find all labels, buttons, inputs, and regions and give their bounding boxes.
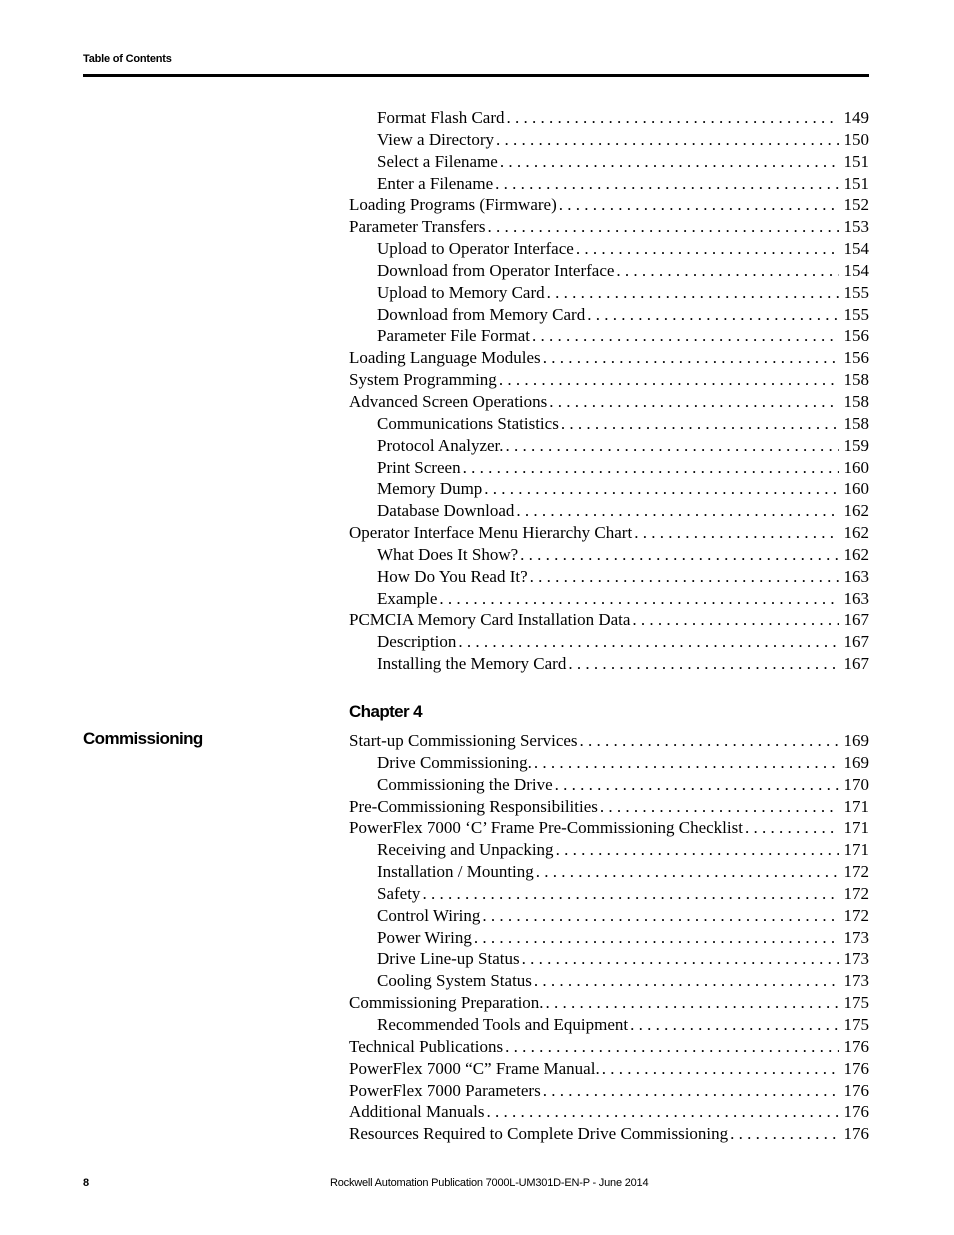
toc-entry[interactable]: [349, 238, 869, 260]
toc-entry-title: Technical Publications: [349, 1036, 504, 1056]
dot-leader: [568, 653, 839, 675]
toc-entry-title: Communications Statistics: [377, 413, 559, 433]
dot-leader: [506, 435, 839, 457]
toc-entry-page: 176: [843, 1124, 869, 1144]
toc-entry[interactable]: [349, 588, 869, 610]
dot-leader: [534, 970, 839, 992]
toc-entry-page: 171: [843, 796, 869, 816]
dot-leader: [543, 1080, 839, 1102]
chapter-title: Commissioning: [83, 729, 203, 748]
toc-entry[interactable]: [349, 1058, 869, 1080]
toc-entry-title: Upload to Operator Interface: [377, 239, 574, 259]
toc-entry-page: 172: [843, 905, 869, 925]
toc-entry[interactable]: [349, 107, 869, 129]
toc-entry-page: 173: [843, 949, 869, 969]
dot-leader: [616, 260, 839, 282]
toc-entry[interactable]: [349, 282, 869, 304]
dot-leader: [730, 1123, 839, 1145]
toc-entry[interactable]: [349, 817, 869, 839]
toc-entry-title: Loading Language Modules: [349, 348, 541, 368]
toc-entry-page: 158: [843, 391, 869, 411]
dot-leader: [496, 129, 839, 151]
toc-entry-page: 171: [843, 818, 869, 838]
toc-entry-title: Commissioning Preparation.: [349, 993, 544, 1013]
toc-entry-page: 151: [843, 173, 869, 193]
chapter-toc-list: [349, 730, 869, 1145]
toc-continued-list: [349, 107, 869, 675]
dot-leader: [499, 369, 839, 391]
toc-entry[interactable]: [349, 970, 869, 992]
toc-entry-title: Drive Line-up Status: [377, 949, 520, 969]
toc-entry[interactable]: [349, 631, 869, 653]
toc-entry-page: 155: [843, 282, 869, 302]
toc-entry-page: 163: [843, 566, 869, 586]
toc-entry-page: 176: [843, 1058, 869, 1078]
dot-leader: [547, 282, 839, 304]
toc-entry[interactable]: [349, 457, 869, 479]
toc-entry-page: 176: [843, 1036, 869, 1056]
toc-entry-page: 167: [843, 654, 869, 674]
toc-entry[interactable]: [349, 391, 869, 413]
dot-leader: [559, 194, 839, 216]
toc-entry[interactable]: [349, 194, 869, 216]
dot-leader: [439, 588, 839, 610]
toc-entry-page: 162: [843, 501, 869, 521]
toc-entry-page: 170: [843, 774, 869, 794]
dot-leader: [516, 500, 839, 522]
dot-leader: [555, 774, 839, 796]
toc-entry-title: Pre-Commissioning Responsibilities: [349, 796, 598, 816]
dot-leader: [745, 817, 839, 839]
dot-leader: [630, 1014, 839, 1036]
toc-entry[interactable]: [349, 1101, 869, 1123]
dot-leader: [556, 839, 839, 861]
toc-entry[interactable]: [349, 992, 869, 1014]
toc-entry-title: Protocol Analyzer.: [377, 435, 504, 455]
toc-entry-title: Additional Manuals: [349, 1102, 485, 1122]
toc-entry-title: Parameter File Format: [377, 326, 530, 346]
toc-entry[interactable]: [349, 609, 869, 631]
toc-entry-page: 162: [843, 544, 869, 564]
dot-leader: [487, 1101, 839, 1123]
toc-entry-title: Receiving and Unpacking: [377, 840, 554, 860]
toc-entry-page: 169: [843, 731, 869, 750]
toc-entry[interactable]: [349, 752, 869, 774]
toc-entry-page: 158: [843, 413, 869, 433]
toc-entry[interactable]: [349, 566, 869, 588]
toc-entry-title: Safety: [377, 883, 421, 903]
toc-entry[interactable]: [349, 927, 869, 949]
dot-leader: [602, 1058, 839, 1080]
toc-entry-page: 163: [843, 588, 869, 608]
header-rule: [83, 74, 869, 77]
toc-entry-page: 172: [843, 883, 869, 903]
dot-leader: [484, 478, 839, 500]
toc-entry[interactable]: [349, 500, 869, 522]
toc-entry-title: System Programming: [349, 370, 497, 390]
toc-entry-title: Upload to Memory Card: [377, 282, 545, 302]
toc-entry[interactable]: [349, 369, 869, 391]
toc-entry-page: 158: [843, 370, 869, 390]
toc-entry[interactable]: [349, 839, 869, 861]
toc-entry-title: Advanced Screen Operations: [349, 391, 548, 411]
toc-entry-page: 159: [843, 435, 869, 455]
toc-entry-page: 149: [843, 108, 869, 127]
toc-entry[interactable]: [349, 347, 869, 369]
toc-entry[interactable]: [349, 478, 869, 500]
publication-footer: Rockwell Automation Publication 7000L-UM301D-EN-P - June 2014: [330, 1177, 649, 1189]
dot-leader: [495, 173, 839, 195]
dot-leader: [474, 927, 839, 949]
toc-entry[interactable]: [349, 1123, 869, 1145]
toc-entry[interactable]: [349, 435, 869, 457]
dot-leader: [534, 752, 839, 774]
toc-entry-page: 176: [843, 1080, 869, 1100]
toc-entry-title: What Does It Show?: [377, 544, 519, 564]
page-number: 8: [83, 1177, 90, 1189]
toc-entry-title: Recommended Tools and Equipment: [377, 1014, 629, 1034]
toc-entry-page: 150: [843, 129, 869, 149]
toc-entry-title: PCMCIA Memory Card Installation Data: [349, 610, 631, 630]
toc-entry-page: 167: [843, 610, 869, 630]
dot-leader: [505, 1036, 839, 1058]
toc-entry-title: Description: [377, 632, 457, 652]
toc-entry-page: 156: [843, 326, 869, 346]
toc-entry-page: 162: [843, 523, 869, 543]
toc-entry-page: 155: [843, 304, 869, 324]
toc-entry-title: Select a Filename: [377, 151, 498, 171]
toc-entry-title: Enter a Filename: [377, 173, 494, 193]
dot-leader: [530, 566, 839, 588]
toc-entry-title: Installation / Mounting: [377, 862, 534, 882]
toc-entry-title: Memory Dump: [377, 479, 483, 499]
toc-entry-page: 173: [843, 927, 869, 947]
toc-entry[interactable]: [349, 796, 869, 818]
toc-entry-title: Drive Commissioning.: [377, 752, 532, 772]
dot-leader: [422, 883, 839, 905]
toc-entry[interactable]: [349, 544, 869, 566]
toc-entry[interactable]: [349, 1036, 869, 1058]
toc-entry[interactable]: [349, 216, 869, 238]
toc-entry-title: Commissioning the Drive: [377, 774, 553, 794]
toc-entry-title: Print Screen: [377, 457, 461, 477]
toc-entry-title: Download from Memory Card: [377, 304, 586, 324]
dot-leader: [463, 457, 839, 479]
dot-leader: [561, 413, 839, 435]
dot-leader: [576, 238, 839, 260]
toc-entry-page: 156: [843, 348, 869, 368]
toc-entry[interactable]: [349, 325, 869, 347]
dot-leader: [600, 796, 839, 818]
dot-leader: [507, 107, 840, 129]
toc-entry-page: 175: [843, 1014, 869, 1034]
dot-leader: [532, 325, 839, 347]
toc-entry[interactable]: [349, 774, 869, 796]
toc-entry[interactable]: [349, 260, 869, 282]
toc-entry-page: 167: [843, 632, 869, 652]
toc-entry[interactable]: [349, 883, 869, 905]
toc-entry-title: PowerFlex 7000 ‘C’ Frame Pre-Commissioning Checklist: [349, 818, 743, 838]
toc-entry-title: How Do You Read It?: [377, 566, 528, 586]
toc-entry-page: 154: [843, 239, 869, 259]
toc-entry-title: PowerFlex 7000 “C” Frame Manual.: [349, 1058, 600, 1078]
toc-entry-title: Format Flash Card: [377, 108, 505, 127]
toc-entry-page: 160: [843, 479, 869, 499]
toc-entry-title: Example: [377, 588, 438, 608]
toc-entry-page: 151: [843, 151, 869, 171]
toc-entry[interactable]: [349, 304, 869, 326]
dot-leader: [634, 522, 839, 544]
dot-leader: [549, 391, 839, 413]
toc-entry-title: Installing the Memory Card: [377, 654, 567, 674]
dot-leader: [632, 609, 839, 631]
dot-leader: [522, 948, 839, 970]
dot-leader: [580, 730, 839, 752]
toc-entry[interactable]: [349, 653, 869, 675]
toc-entry-title: Database Download: [377, 501, 515, 521]
toc-entry-title: Loading Programs (Firmware): [349, 195, 557, 215]
dot-leader: [587, 304, 839, 326]
dot-leader: [487, 216, 839, 238]
dot-leader: [458, 631, 839, 653]
toc-entry[interactable]: [349, 1080, 869, 1102]
toc-entry-title: Start-up Commissioning Services: [349, 731, 578, 750]
toc-entry-page: 154: [843, 260, 869, 280]
dot-leader: [536, 861, 839, 883]
dot-leader: [520, 544, 839, 566]
toc-entry[interactable]: [349, 905, 869, 927]
toc-entry[interactable]: [349, 861, 869, 883]
toc-entry-title: Parameter Transfers: [349, 217, 486, 237]
toc-entry[interactable]: [349, 1014, 869, 1036]
toc-entry-title: PowerFlex 7000 Parameters: [349, 1080, 541, 1100]
toc-entry-page: 152: [843, 195, 869, 215]
dot-leader: [500, 151, 839, 173]
toc-entry-page: 160: [843, 457, 869, 477]
toc-entry[interactable]: [349, 730, 869, 752]
running-header: Table of Contents: [83, 53, 172, 65]
chapter-label: Chapter 4: [349, 702, 423, 721]
toc-entry-title: View a Directory: [377, 129, 494, 149]
dot-leader: [546, 992, 839, 1014]
dot-leader: [482, 905, 839, 927]
toc-entry-title: Power Wiring: [377, 927, 472, 947]
toc-entry-page: 175: [843, 993, 869, 1013]
toc-entry[interactable]: [349, 522, 869, 544]
toc-entry-page: 153: [843, 217, 869, 237]
toc-entry[interactable]: [349, 173, 869, 195]
dot-leader: [543, 347, 839, 369]
toc-entry-title: Operator Interface Menu Hierarchy Chart: [349, 523, 633, 543]
toc-entry[interactable]: [349, 948, 869, 970]
toc-entry-title: Resources Required to Complete Drive Commissioning: [349, 1124, 729, 1144]
toc-entry-page: 171: [843, 840, 869, 860]
toc-entry[interactable]: [349, 151, 869, 173]
toc-entry-title: Download from Operator Interface: [377, 260, 615, 280]
toc-entry[interactable]: [349, 413, 869, 435]
toc-entry-page: 176: [843, 1102, 869, 1122]
toc-entry[interactable]: [349, 129, 869, 151]
toc-entry-page: 172: [843, 862, 869, 882]
toc-entry-page: 173: [843, 971, 869, 991]
toc-entry-title: Control Wiring: [377, 905, 481, 925]
toc-entry-title: Cooling System Status: [377, 971, 532, 991]
toc-entry-page: 169: [843, 752, 869, 772]
